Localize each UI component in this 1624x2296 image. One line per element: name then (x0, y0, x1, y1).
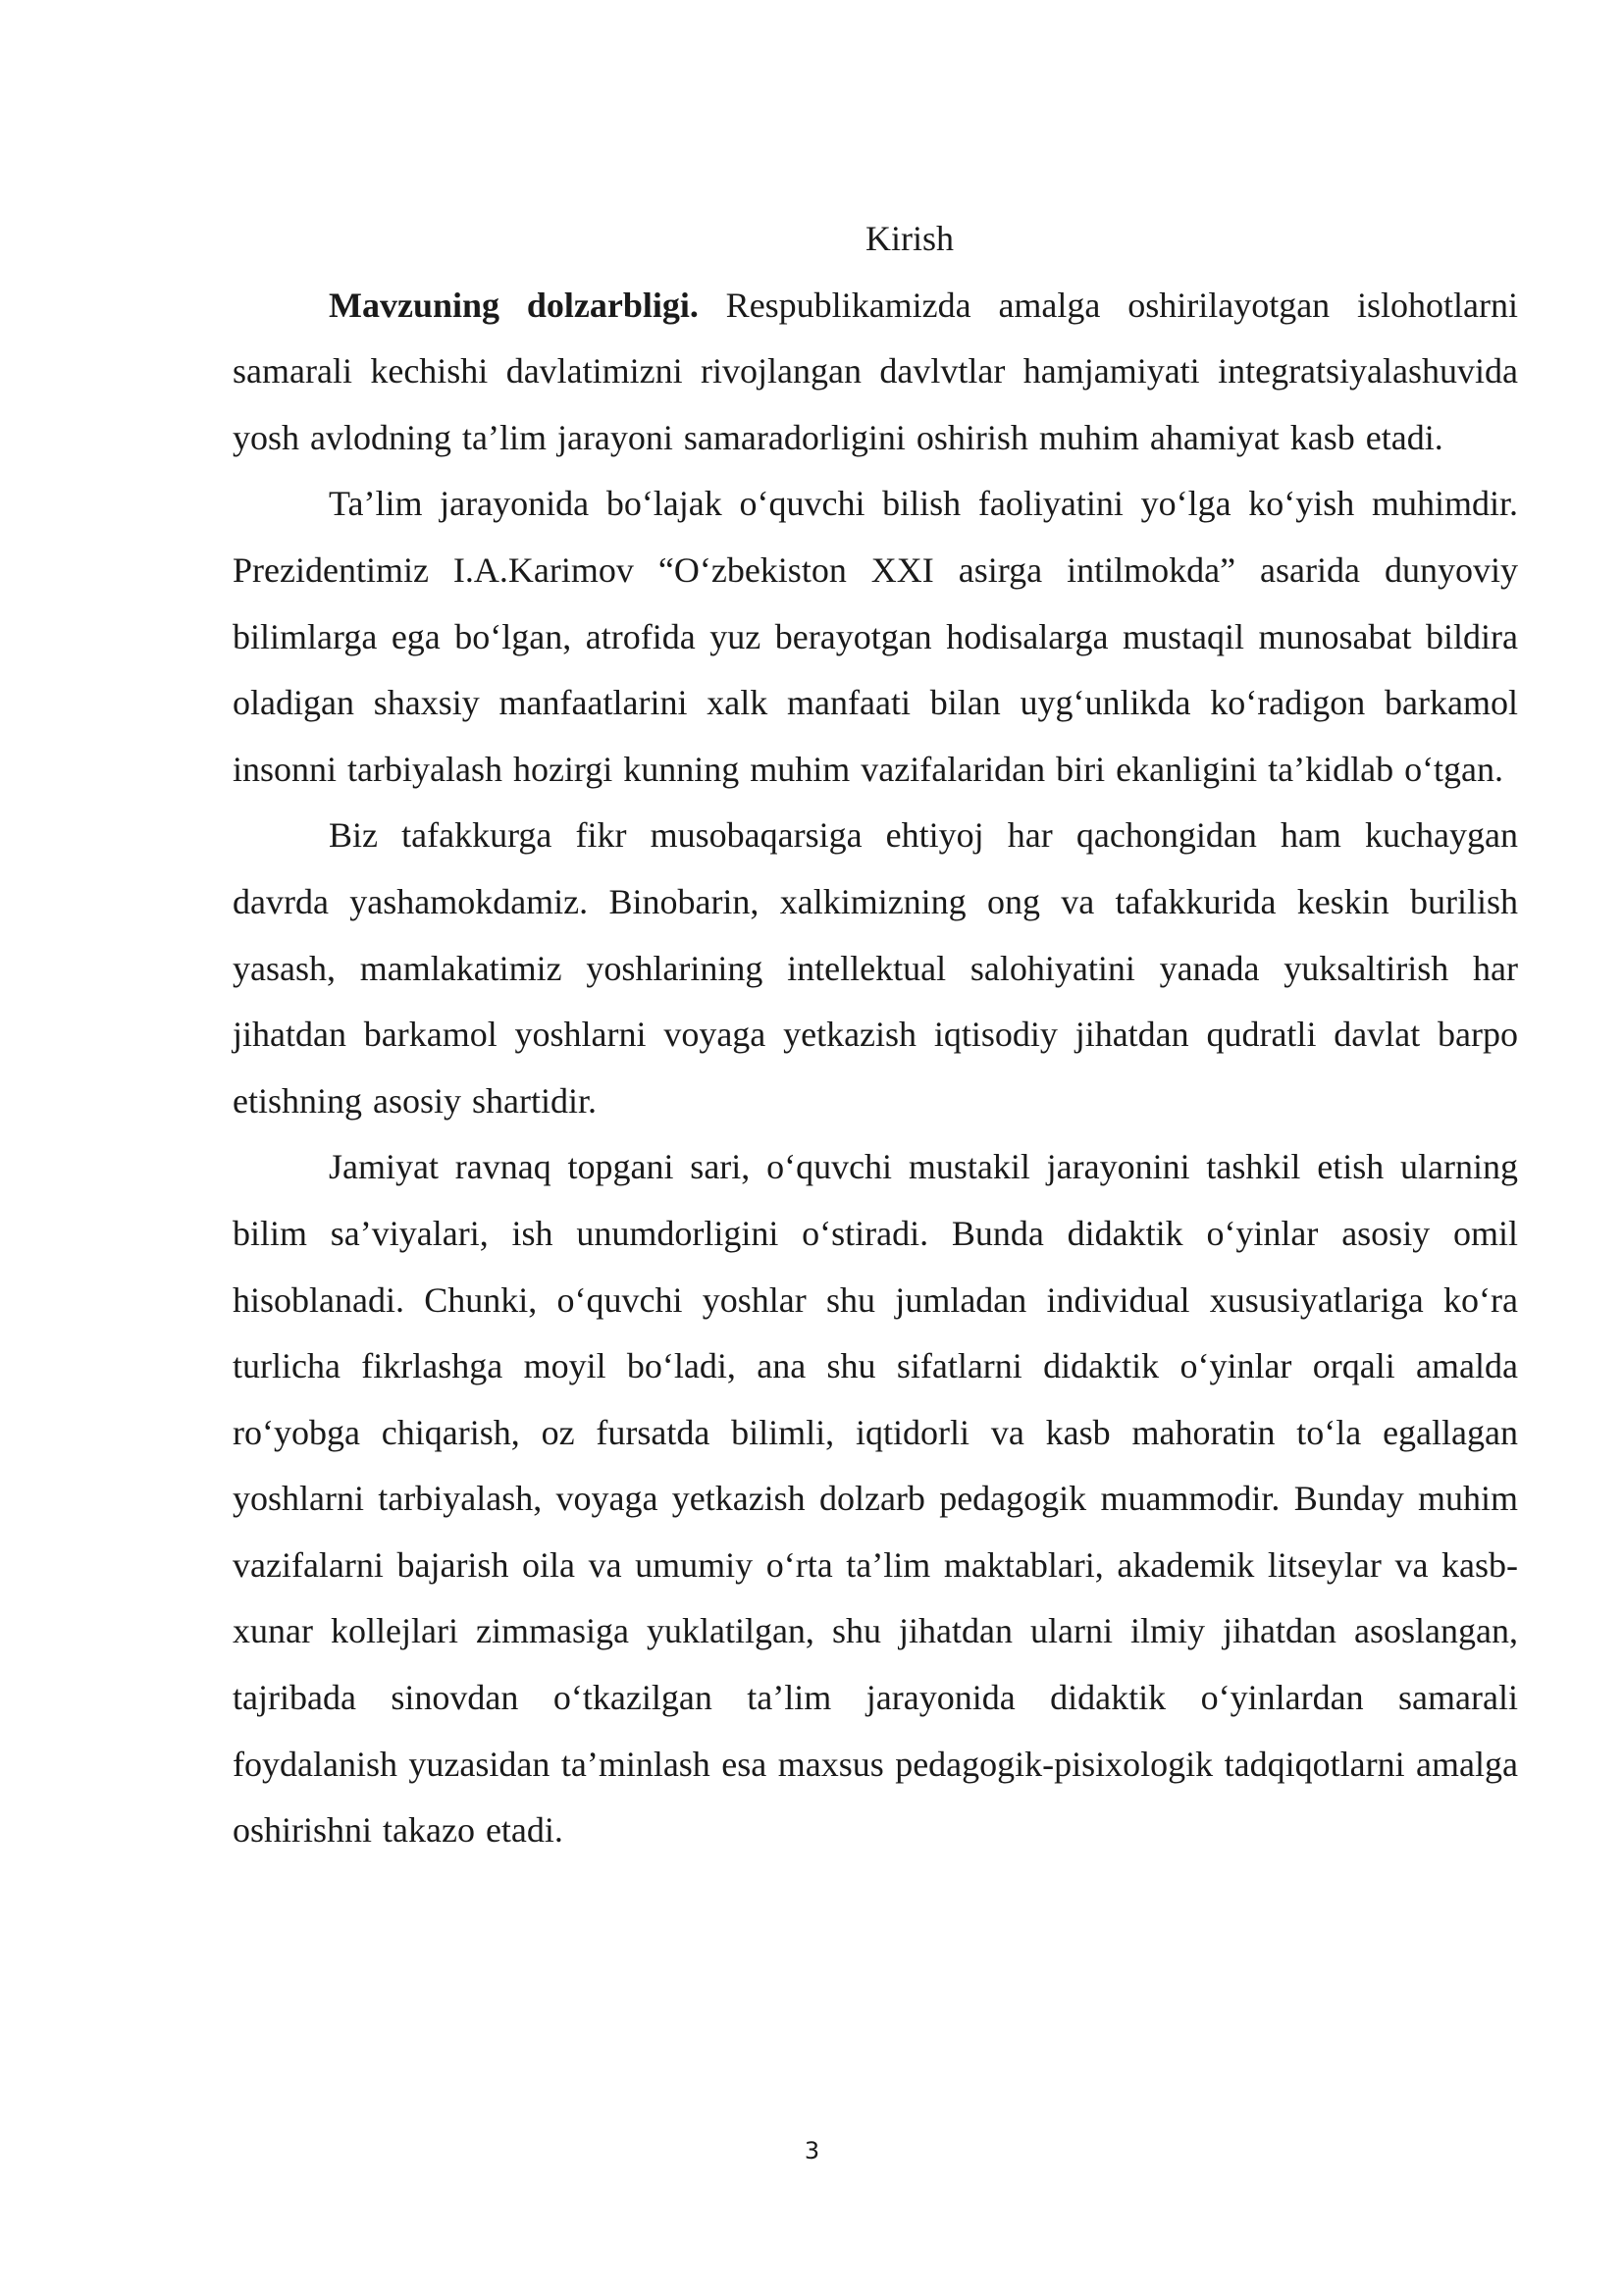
paragraph-relevance (233, 273, 1518, 472)
paragraph-thinking (233, 803, 1518, 1134)
page-number: 3 (804, 2137, 820, 2165)
paragraph-text: Respublikamizda amalga oshirilayotgan islohotlarni samarali kechishi davlatimizni rivojlangan davlvtlar hamjamiyati integratsiyalashuvida yosh avlodning ta’lim jarayoni samaradorligini oshirish muhim ahamiyat kasb etadi. (233, 285, 1518, 457)
paragraph-text: Ta’lim jarayonida bo‘lajak o‘quvchi bilish faoliyatini yo‘lga ko‘yish muhimdir. Prezidentimiz I.A.Karimov “O‘zbekiston XXI asirga intilmokda” asarida dunyoviy bilimlarga ega bo‘lgan, atrofida yuz berayotgan hodisalarga mustaqil munosabat bildira oladigan shaxsiy manfaatlarini xalk manfaati bilan uyg‘unlikda ko‘radigon barkamol insonni tarbiyalash hozirgi kunning muhim vazifalaridan biri ekanligini ta’kidlab o‘tgan. (233, 484, 1518, 789)
paragraph-lead: Mavzuning dolzarbligi. (329, 285, 699, 325)
paragraph-didactic-games (233, 1134, 1518, 1864)
paragraph-text: Jamiyat ravnaq topgani sari, o‘quvchi mustakil jarayonini tashkil etish ularning bilim sa’viyalari, ish unumdorligini o‘stiradi. Bunda didaktik o‘yinlar asosiy omil hisoblanadi. Chunki, o‘quvchi yoshlar shu jumladan individual xususiyatlariga ko‘ra turlicha fikrlashga moyil bo‘ladi, ana shu sifatlarni didaktik o‘yinlar orqali amalda ro‘yobga chiqarish, oz fursatda bilimli, iqtidorli va kasb mahoratin to‘la egallagan yoshlarni tarbiyalash, voyaga yetkazish dolzarb pedagogik muammodir. Bunday muhim vazifalarni bajarish oila va umumiy o‘rta ta’lim maktablari, akademik litseylar va kasb-xunar kollejlari zimmasiga yuklatilgan, shu jihatdan ularni ilmiy jihatdan asoslangan, tajribada sinovdan o‘tkazilgan ta’lim jarayonida didaktik o‘yinlardan samarali foydalanish yuzasidan ta’minlash esa maxsus pedagogik-pisixologik tadqiqotlarni amalga oshirishni takazo etadi. (233, 1147, 1518, 1851)
paragraph-text: Biz tafakkurga fikr musobaqarsiga ehtiyoj har qachongidan ham kuchaygan davrda yashamokdamiz. Binobarin, xalkimizning ong va tafakkurida keskin burilish yasash, mamlakatimiz yoshlarining intellektual salohiyatini yanada yuksaltirish har jihatdan barkamol yoshlarni voyaga yetkazish iqtisodiy jihatdan qudratli davlat barpo etishning asosiy shartidir. (233, 815, 1518, 1121)
paragraph-education-process (233, 471, 1518, 803)
page-title: Kirish (865, 219, 954, 258)
document-body (233, 206, 1518, 1864)
